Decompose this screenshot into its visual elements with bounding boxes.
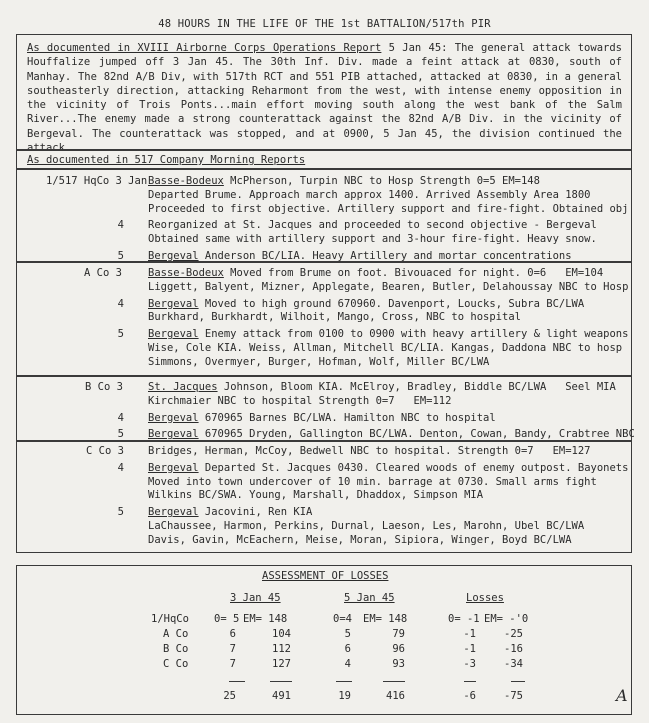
entry-line bbox=[148, 250, 572, 264]
entry-place: Basse-Bodeux bbox=[148, 267, 224, 279]
morning-reports-heading: As documented in 517 Company Morning Reports bbox=[27, 154, 306, 166]
entry-line bbox=[148, 219, 597, 233]
assessment-total-lem: -75 bbox=[504, 690, 523, 702]
entry-line bbox=[148, 412, 496, 426]
col-losses-header: Losses bbox=[466, 592, 504, 604]
assessment-cell-lem: EM= -'0 bbox=[484, 613, 529, 625]
assessment-cell-em5: 93 bbox=[392, 658, 405, 670]
assessment-cell-lem: -16 bbox=[504, 643, 523, 655]
entry-line bbox=[148, 381, 616, 395]
assessment-cell-o3: 0= 5 bbox=[214, 613, 240, 625]
assessment-cell-em5: 79 bbox=[392, 628, 405, 640]
corps-report-date: 5 Jan 45 bbox=[381, 42, 442, 54]
entry-place: Bergeval bbox=[148, 428, 199, 441]
entry-text: Kirchmaier NBC to hospital Strength 0=7 EM=112 bbox=[148, 394, 452, 407]
entry-line bbox=[148, 462, 628, 476]
entry-text: Jacovini, Ren KIA bbox=[198, 506, 313, 519]
corps-report-heading: As documented in XVIII Airborne Corps Operations Report bbox=[27, 42, 382, 54]
assessment-cell-o3: 7 bbox=[229, 658, 236, 670]
assessment-cell-em3: 112 bbox=[272, 643, 291, 655]
total-rule bbox=[336, 681, 352, 682]
assessment-cell-unit: A Co bbox=[163, 628, 189, 640]
assessment-cell-unit: B Co bbox=[163, 643, 189, 655]
divider bbox=[16, 168, 632, 170]
entry-day: 4 bbox=[117, 219, 124, 232]
entry-place: Bergeval bbox=[148, 297, 199, 310]
entry-text: Johnson, Bloom KIA. McElroy, Bradley, Biddle BC/LWA Seel MIA bbox=[217, 381, 616, 393]
entry-line bbox=[148, 189, 591, 203]
entry-place: Bergeval bbox=[148, 461, 199, 474]
entry-line bbox=[148, 489, 483, 503]
entry-text: Moved to high ground 670960. Davenport, Loucks, Subra BC/LWA bbox=[198, 297, 585, 310]
assessment-cell-o5: 0=4 bbox=[333, 613, 352, 625]
total-rule bbox=[383, 681, 405, 682]
entry-day: 5 bbox=[117, 506, 124, 519]
company-unit-label: B Co 3 bbox=[85, 381, 123, 393]
entry-line bbox=[148, 476, 597, 490]
entry-line bbox=[148, 233, 597, 247]
entry-line bbox=[148, 281, 628, 295]
company-unit-label: A Co 3 bbox=[84, 267, 122, 279]
entry-text: Moved into town undercover of 10 min. barrage at 0730. Small arms fight bbox=[148, 475, 597, 488]
assessment-cell-o5: 5 bbox=[344, 628, 351, 640]
entry-line bbox=[148, 175, 540, 189]
entry-text: Obtained same with artillery support and 3-hour fire-fight. Heavy snow. bbox=[148, 233, 597, 246]
entry-line bbox=[148, 356, 489, 370]
entry-line bbox=[148, 520, 584, 534]
total-rule bbox=[511, 681, 525, 682]
entry-place: Bergeval bbox=[148, 250, 199, 262]
entry-text: Anderson BC/LIA. Heavy Artillery and mortar concentrations bbox=[198, 250, 572, 262]
assessment-cell-em3: 104 bbox=[272, 628, 291, 640]
entry-text: Enemy attack from 0100 to 0900 with heavy artillery & light weapons bbox=[198, 328, 629, 341]
assessment-total-o3: 25 bbox=[223, 690, 236, 702]
entry-text: Proceeded to first objective. Artillery support and fire-fight. Obtained obj bbox=[148, 202, 629, 215]
corps-report-text: : The general attack towards Houffalize jumped off 3 Jan 45. The 30th Inf. Div. made a feint attack at 0830, south of Manhay. The 82nd A/B Div, with 517th RCT and 551 PIB attached, attacked at 0830, in a general southeasterly direction, attacking Reharmont from the west, with intense enemy opposition in the vicinity of Trois Ponts...main effort moving south along the west bank of the Salm River...The enemy made a strong counterattack against the 82nd A/B Div. in the vicinity of Bergeval. The counterattack was stopped, and at 0900, 5 Jan 45, the division continued the bbox=[27, 42, 622, 140]
corps-report-paragraph bbox=[27, 41, 622, 155]
assessment-cell-em5: 96 bbox=[392, 643, 405, 655]
entry-place: Basse-Bodeux bbox=[148, 175, 224, 187]
assessment-total-o5: 19 bbox=[338, 690, 351, 702]
entry-day: 4 bbox=[117, 411, 124, 424]
entry-text: Burkhard, Burkhardt, Wilhoit, Mango, Cross, NBC to hospital bbox=[148, 311, 521, 324]
entry-line bbox=[148, 534, 572, 548]
assessment-cell-em3: EM= 148 bbox=[243, 613, 288, 625]
divider bbox=[16, 149, 632, 151]
assessment-cell-o3: 6 bbox=[229, 628, 236, 640]
entry-text: Moved from Brume on foot. Bivouaced for night. 0=6 EM=104 bbox=[223, 267, 604, 279]
entry-line bbox=[148, 203, 628, 217]
entry-line bbox=[148, 311, 521, 325]
assessment-cell-o5: 6 bbox=[344, 643, 351, 655]
assessment-cell-lem: -34 bbox=[504, 658, 523, 670]
company-unit-label: C Co 3 bbox=[86, 445, 124, 457]
initials-mark: A bbox=[616, 686, 628, 705]
entry-day: 5 bbox=[117, 428, 124, 441]
total-rule bbox=[229, 681, 245, 682]
entry-place: Bergeval bbox=[148, 506, 199, 519]
assessment-cell-unit: 1/HqCo bbox=[151, 613, 189, 625]
total-rule bbox=[464, 681, 476, 682]
entry-text: Departed Brume. Approach march approx 1400. Arrived Assembly Area 1800 bbox=[148, 188, 591, 201]
company-divider bbox=[16, 375, 632, 377]
total-rule bbox=[270, 681, 292, 682]
entry-text: Simmons, Overmyer, Burger, Hofman, Wolf, Miller BC/LWA bbox=[148, 355, 490, 368]
company-unit-label: 1/517 HqCo 3 Jan bbox=[46, 175, 148, 187]
entry-text: 670965 Barnes BC/LWA. Hamilton NBC to hospital bbox=[198, 411, 496, 424]
document-title: 48 HOURS IN THE LIFE OF THE 1st BATTALION/517th PIR bbox=[158, 18, 491, 30]
assessment-cell-lo: -1 bbox=[463, 643, 476, 655]
entry-place: St. Jacques bbox=[148, 381, 218, 393]
entry-text: Bridges, Herman, McCoy, Bedwell NBC to hospital. Strength 0=7 EM=127 bbox=[148, 445, 591, 457]
entry-day: 5 bbox=[117, 328, 124, 341]
entry-line bbox=[148, 395, 451, 409]
assessment-cell-lem: -25 bbox=[504, 628, 523, 640]
entry-line bbox=[148, 267, 603, 281]
entry-line bbox=[148, 298, 584, 312]
assessment-total-em5: 416 bbox=[386, 690, 405, 702]
entry-day: 4 bbox=[117, 297, 124, 310]
assessment-cell-em5: EM= 148 bbox=[363, 613, 408, 625]
assessment-heading: ASSESSMENT OF LOSSES bbox=[262, 570, 389, 582]
assessment-cell-lo: 0= -1 bbox=[448, 613, 480, 625]
entry-line bbox=[148, 506, 312, 520]
entry-text: Departed St. Jacques 0430. Cleared woods of enemy outpost. Bayonets bbox=[198, 461, 629, 474]
entry-text: Wise, Cole KIA. Weiss, Allman, Mitchell BC/LIA. Kangas, Daddona NBC to hosp bbox=[148, 342, 623, 354]
col-3jan-header: 3 Jan 45 bbox=[230, 592, 281, 604]
assessment-cell-o3: 7 bbox=[229, 643, 236, 655]
entry-day: 4 bbox=[117, 461, 124, 474]
entry-text: McPherson, Turpin NBC to Hosp Strength 0=5 EM=148 bbox=[223, 175, 540, 187]
assessment-total-em3: 491 bbox=[272, 690, 291, 702]
entry-line bbox=[148, 428, 635, 442]
entry-day: 5 bbox=[117, 250, 124, 262]
entry-text: Davis, Gavin, McEachern, Meise, Moran, Sipiora, Winger, Boyd BC/LWA bbox=[148, 533, 572, 546]
entry-place: Bergeval bbox=[148, 328, 199, 341]
assessment-cell-unit: C Co bbox=[163, 658, 189, 670]
entry-place: Bergeval bbox=[148, 411, 199, 424]
entry-text: Reorganized at St. Jacques and proceeded to second objective - Bergeval bbox=[148, 219, 597, 232]
assessment-cell-em3: 127 bbox=[272, 658, 291, 670]
assessment-total-lo: -6 bbox=[463, 690, 476, 702]
entry-text: 670965 Dryden, Gallington BC/LWA. Denton, Cowan, Bandy, Crabtree NBC bbox=[198, 428, 635, 441]
assessment-cell-lo: -1 bbox=[463, 628, 476, 640]
entry-line bbox=[148, 445, 591, 459]
col-5jan-header: 5 Jan 45 bbox=[344, 592, 395, 604]
entry-line bbox=[148, 342, 622, 356]
assessment-cell-lo: -3 bbox=[463, 658, 476, 670]
entry-line bbox=[148, 328, 628, 342]
entry-text: LaChaussee, Harmon, Perkins, Durnal, Laeson, Les, Marohn, Ubel BC/LWA bbox=[148, 520, 585, 532]
entry-text: Liggett, Balyent, Mizner, Applegate, Bearen, Butler, Delahoussay NBC to Hosp bbox=[148, 280, 629, 293]
entry-text: Wilkins BC/SWA. Young, Marshall, Dhaddox, Simpson MIA bbox=[148, 489, 484, 502]
assessment-cell-o5: 4 bbox=[344, 658, 351, 670]
